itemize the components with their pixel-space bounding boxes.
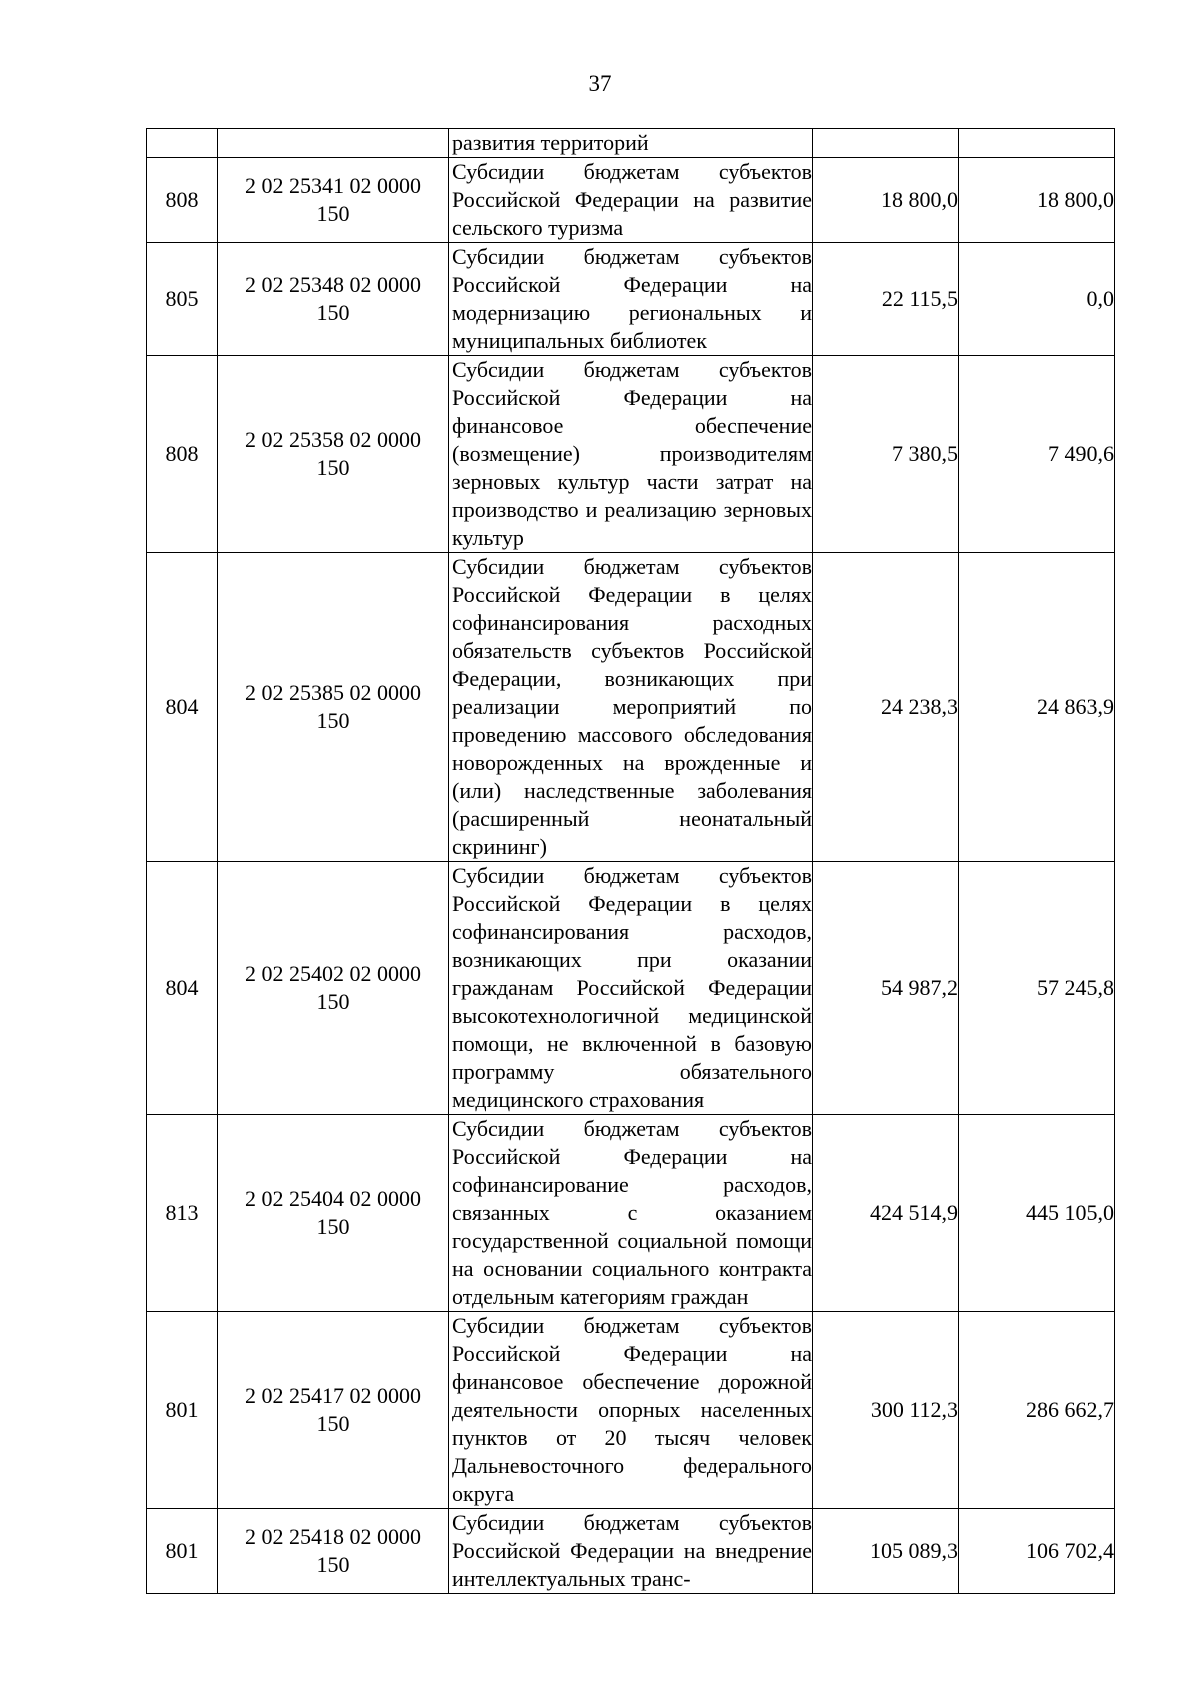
amount-year-1-cell: 22 115,5 <box>813 243 959 356</box>
table-row <box>147 129 1115 158</box>
table-row <box>147 553 1115 862</box>
budget-code-line-2: 150 <box>316 1411 350 1436</box>
budget-code-cell <box>218 129 449 158</box>
amount-year-2-cell: 18 800,0 <box>959 158 1115 243</box>
table-row <box>147 243 1115 356</box>
amount-year-2-cell: 0,0 <box>959 243 1115 356</box>
description-cell: Субсидии бюджетам субъектов Российской Федерации на модернизацию региональных и муниципальных библиотек <box>449 243 813 356</box>
amount-year-1-cell: 54 987,2 <box>813 862 959 1115</box>
budget-code-cell <box>218 862 449 1115</box>
budget-code-line-2: 150 <box>316 455 350 480</box>
budget-code-cell <box>218 243 449 356</box>
amount-year-2-cell: 286 662,7 <box>959 1312 1115 1509</box>
page-number: 37 <box>588 71 612 96</box>
budget-code-cell <box>218 553 449 862</box>
table-row <box>147 158 1115 243</box>
description-cell: Субсидии бюджетам субъектов Российской Федерации на финансовое обеспечение дорожной деятельности опорных населенных пунктов от 20 тысяч человек Дальневосточного федерального округа <box>449 1312 813 1509</box>
budget-code-line-1: 2 02 25358 02 0000 <box>245 427 421 452</box>
table-row <box>147 1509 1115 1594</box>
description-cell: Субсидии бюджетам субъектов Российской Федерации на финансовое обеспечение (возмещение) производителям зерновых культур части затрат на производство и реализацию зерновых культур <box>449 356 813 553</box>
budget-code-cell <box>218 1115 449 1312</box>
budget-code-cell <box>218 158 449 243</box>
budget-code-line-1: 2 02 25385 02 0000 <box>245 680 421 705</box>
amount-year-2-cell: 24 863,9 <box>959 553 1115 862</box>
budget-code-line-2: 150 <box>316 989 350 1014</box>
description-cell: Субсидии бюджетам субъектов Российской Федерации в целях софинансирования расходов, возникающих при оказании гражданам Российской Федерации высокотехнологичной медицинской помощи, не включенной в базовую программу обязательного медицинского страхования <box>449 862 813 1115</box>
budget-code-cell <box>218 1312 449 1509</box>
budget-code-line-1: 2 02 25348 02 0000 <box>245 272 421 297</box>
budget-code-line-1: 2 02 25341 02 0000 <box>245 173 421 198</box>
budget-code-line-2: 150 <box>316 708 350 733</box>
table-row <box>147 1312 1115 1509</box>
admin-code-cell: 801 <box>147 1312 218 1509</box>
budget-code-cell <box>218 356 449 553</box>
amount-year-2-cell: 7 490,6 <box>959 356 1115 553</box>
budget-code-line-2: 150 <box>316 300 350 325</box>
admin-code-cell: 804 <box>147 862 218 1115</box>
admin-code-cell: 801 <box>147 1509 218 1594</box>
amount-year-1-cell: 24 238,3 <box>813 553 959 862</box>
amount-year-1-cell: 105 089,3 <box>813 1509 959 1594</box>
budget-code-line-2: 150 <box>316 1552 350 1577</box>
amount-year-1-cell: 300 112,3 <box>813 1312 959 1509</box>
budget-table <box>146 128 1115 1594</box>
description-cell: Субсидии бюджетам субъектов Российской Федерации на развитие сельского туризма <box>449 158 813 243</box>
budget-code-line-1: 2 02 25404 02 0000 <box>245 1186 421 1211</box>
admin-code-cell: 804 <box>147 553 218 862</box>
amount-year-1-cell: 18 800,0 <box>813 158 959 243</box>
amount-year-2-cell: 57 245,8 <box>959 862 1115 1115</box>
table-row <box>147 356 1115 553</box>
budget-code-line-1: 2 02 25402 02 0000 <box>245 961 421 986</box>
budget-code-line-1: 2 02 25418 02 0000 <box>245 1524 421 1549</box>
amount-year-1-cell: 7 380,5 <box>813 356 959 553</box>
amount-year-2-cell: 106 702,4 <box>959 1509 1115 1594</box>
amount-year-2-cell: 445 105,0 <box>959 1115 1115 1312</box>
description-cell: Субсидии бюджетам субъектов Российской Федерации на внедрение интеллектуальных транс- <box>449 1509 813 1594</box>
table-row <box>147 1115 1115 1312</box>
description-cell: развития территорий <box>449 129 813 158</box>
admin-code-cell: 808 <box>147 158 218 243</box>
budget-code-line-1: 2 02 25417 02 0000 <box>245 1383 421 1408</box>
table-row <box>147 862 1115 1115</box>
admin-code-cell: 805 <box>147 243 218 356</box>
admin-code-cell: 813 <box>147 1115 218 1312</box>
amount-year-1-cell: 424 514,9 <box>813 1115 959 1312</box>
amount-year-1-cell <box>813 129 959 158</box>
budget-code-line-2: 150 <box>316 201 350 226</box>
amount-year-2-cell <box>959 129 1115 158</box>
admin-code-cell <box>147 129 218 158</box>
description-cell: Субсидии бюджетам субъектов Российской Федерации в целях софинансирования расходных обязательств субъектов Российской Федерации, возникающих при реализации мероприятий по проведению массового обследования новорожденных на врожденные и (или) наследственные заболевания (расширенный неонатальный скрининг) <box>449 553 813 862</box>
admin-code-cell: 808 <box>147 356 218 553</box>
description-cell: Субсидии бюджетам субъектов Российской Федерации на софинансирование расходов, связанных с оказанием государственной социальной помощи на основании социального контракта отдельным категориям граждан <box>449 1115 813 1312</box>
budget-code-line-2: 150 <box>316 1214 350 1239</box>
budget-code-cell <box>218 1509 449 1594</box>
